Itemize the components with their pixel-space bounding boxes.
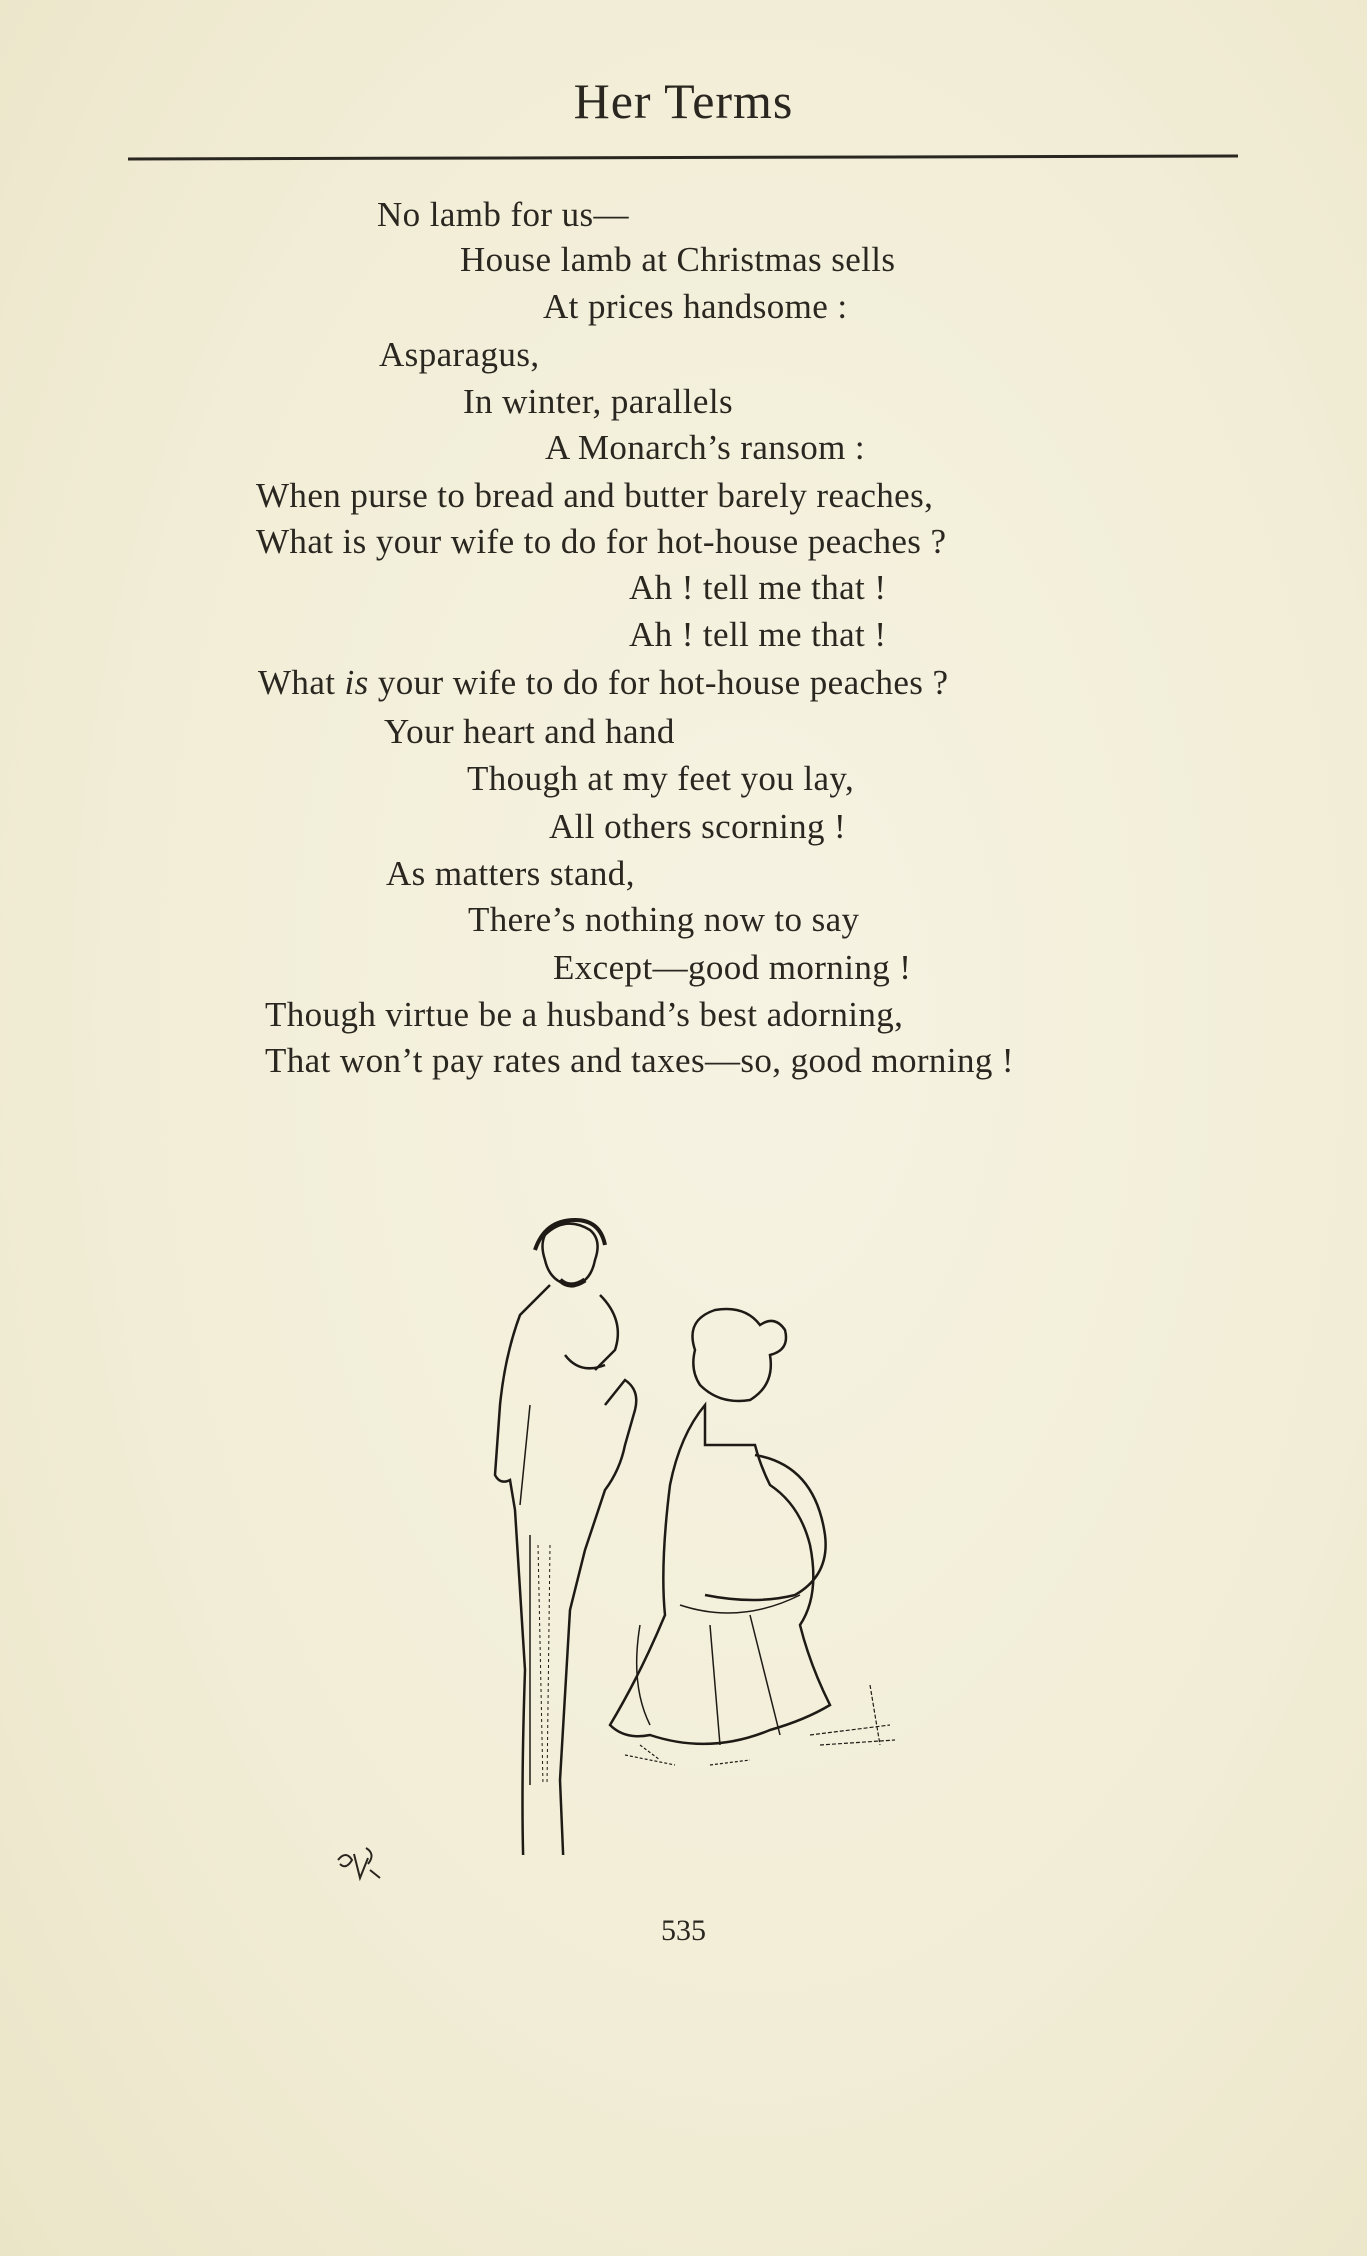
poem-line: That won’t pay rates and taxes—so, good morning ! <box>265 1041 1014 1080</box>
poem-line: What is your wife to do for hot-house peaches ? <box>256 522 947 561</box>
poem-line: No lamb for us— <box>377 195 629 234</box>
poem-line: House lamb at Christmas sells <box>460 240 896 279</box>
poem-line: Except—good morning ! <box>553 948 912 987</box>
poem-line: In winter, parallels <box>463 382 733 421</box>
poem-line: When purse to bread and butter barely reaches, <box>256 476 934 515</box>
poem-line: Your heart and hand <box>384 712 675 751</box>
poem-line: All others scorning ! <box>549 807 847 846</box>
illustration-couple <box>450 1205 970 1855</box>
poem-line: Ah ! tell me that ! <box>629 568 887 607</box>
header-rule <box>128 155 1238 161</box>
poem-line: As matters stand, <box>386 854 635 893</box>
poem-text: What <box>258 663 345 702</box>
woman-figure <box>610 1309 895 1765</box>
poem-line: A Monarch’s ransom : <box>545 428 866 467</box>
poem-line: Ah ! tell me that ! <box>629 615 887 654</box>
poem-line: At prices handsome : <box>543 287 848 326</box>
poem-text: your wife to do for hot-house peaches ? <box>368 663 949 702</box>
poem-line: There’s nothing now to say <box>468 900 860 939</box>
page-title: Her Terms <box>573 73 794 129</box>
poem-line: Though virtue be a husband’s best adorning, <box>265 995 904 1034</box>
poem-line: Asparagus, <box>379 335 540 374</box>
poem-line: Though at my feet you lay, <box>467 759 855 798</box>
poem-emphasis: is <box>344 663 369 702</box>
page-number: 535 <box>661 1914 706 1947</box>
man-figure <box>495 1220 636 1855</box>
poem-line <box>258 663 948 703</box>
artist-monogram <box>332 1840 384 1886</box>
